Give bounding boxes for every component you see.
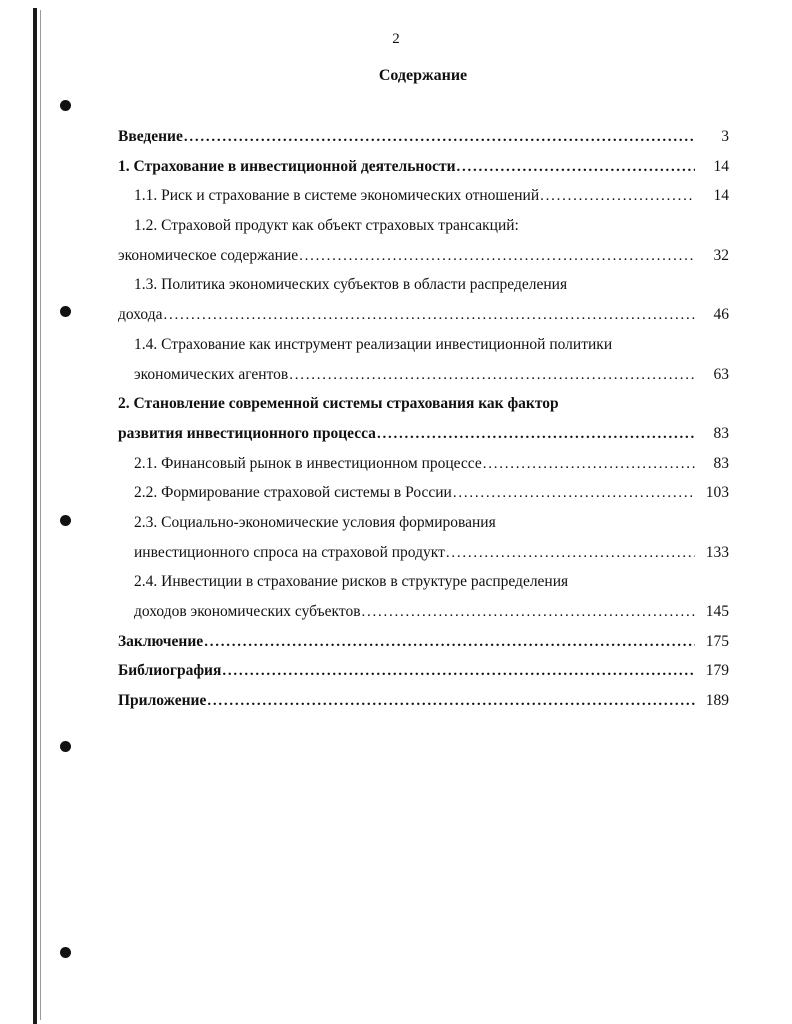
- toc-entry-text: 2.4. Инвестиции в страхование рисков в структуре распределения: [134, 573, 569, 591]
- toc-entry-chapter-2[interactable]: [118, 389, 729, 419]
- dot-leader: [453, 479, 695, 509]
- toc-entry-text: экономических агентов: [134, 365, 289, 383]
- toc-entry-appendix[interactable]: [118, 686, 729, 716]
- dot-leader: [163, 301, 695, 331]
- toc-entry-section-1-2[interactable]: [118, 211, 729, 241]
- toc-entry-text: 1.3. Политика экономических субъектов в области распределения: [134, 276, 568, 294]
- toc-page-number: 32: [713, 246, 729, 264]
- toc-page-number: 3: [721, 128, 729, 145]
- toc-entry-text: 2. Становление современной системы страхования как фактор: [118, 395, 559, 413]
- toc-entry-conclusion[interactable]: [118, 627, 729, 657]
- toc-entry-text: экономическое содержание: [118, 246, 299, 264]
- toc-page-number: 14: [713, 187, 729, 205]
- toc-entry-text: 1.1. Риск и страхование в системе экономических отношений: [134, 187, 540, 205]
- toc-page-number: 46: [713, 306, 729, 324]
- toc-entry-text: доходов экономических субъектов: [134, 603, 361, 620]
- toc-page-number: 179: [705, 662, 729, 680]
- toc-page-number: 133: [705, 543, 729, 561]
- toc-entry-section-1-4-continued[interactable]: [118, 360, 729, 390]
- binding-edge-line: [33, 8, 37, 1024]
- toc-entry-chapter-2-continued[interactable]: [118, 419, 729, 449]
- toc-entry-text: 1. Страхование в инвестиционной деятельности: [118, 157, 456, 175]
- dot-leader: [446, 539, 695, 569]
- dot-leader: [184, 123, 695, 153]
- toc-entry-section-1-4[interactable]: [118, 330, 729, 360]
- punch-hole-icon: [60, 515, 71, 526]
- dot-leader: [457, 153, 695, 183]
- toc-page-number: 189: [705, 692, 729, 710]
- punch-hole-icon: [60, 947, 71, 958]
- toc-entry-introduction[interactable]: [118, 122, 729, 152]
- toc-page-number: 83: [713, 424, 729, 442]
- toc-entry-section-1-3[interactable]: [118, 270, 729, 300]
- punch-hole-icon: [60, 741, 71, 752]
- dot-leader: [362, 598, 695, 628]
- toc-page-number: 63: [713, 365, 729, 383]
- toc-entry-section-1-1[interactable]: [118, 181, 729, 211]
- toc-entry-section-2-3-continued[interactable]: [118, 538, 729, 568]
- toc-page-number: 83: [713, 454, 729, 472]
- toc-page-number: 175: [705, 632, 729, 650]
- toc-entry-section-2-4-continued[interactable]: [118, 597, 729, 627]
- toc-entry-section-1-3-continued[interactable]: [118, 300, 729, 330]
- toc-page-number: 14: [713, 157, 729, 175]
- toc-entry-text: 1.2. Страховой продукт как объект страховых трансакций:: [134, 217, 519, 235]
- toc-entry-text: 2.2. Формирование страховой системы в России: [134, 484, 452, 502]
- toc-entry-section-2-1[interactable]: [118, 449, 729, 479]
- toc-entry-text: инвестиционного спроса на страховой продукт: [134, 543, 445, 561]
- toc-entry-section-2-4[interactable]: [118, 567, 729, 597]
- toc-entry-text: 1.4. Страхование как инструмент реализации инвестиционной политики: [134, 335, 613, 353]
- toc-entry-text: 2.1. Финансовый рынок в инвестиционном процессе: [134, 454, 482, 472]
- toc-entry-text: Приложение: [118, 692, 207, 710]
- toc-entry-section-1-2-continued[interactable]: [118, 241, 729, 271]
- punch-hole-icon: [60, 306, 71, 317]
- toc-entry-chapter-1[interactable]: [118, 152, 729, 182]
- punch-hole-icon: [60, 100, 71, 111]
- page-number: 2: [392, 31, 400, 47]
- toc-entry-text: дохода: [118, 306, 163, 324]
- toc-entry-text: 2.3. Социально-экономические условия формирования: [134, 513, 496, 531]
- toc-page-number: 103: [705, 484, 729, 502]
- dot-leader: [540, 182, 695, 212]
- dot-leader: [483, 450, 695, 480]
- dot-leader: [204, 628, 695, 658]
- binding-edge-faint-line: [40, 10, 41, 1020]
- toc-entry-text: Библиография: [118, 662, 222, 680]
- toc-entry-section-2-2[interactable]: [118, 478, 729, 508]
- toc-page-number: 145: [705, 603, 729, 620]
- dot-leader: [299, 242, 695, 272]
- table-of-contents: [118, 122, 729, 716]
- dot-leader: [289, 361, 695, 391]
- toc-entry-bibliography[interactable]: [118, 656, 729, 686]
- toc-entry-text: Заключение: [118, 632, 204, 650]
- toc-entry-text: развития инвестиционного процесса: [118, 424, 376, 442]
- dot-leader: [222, 657, 695, 687]
- toc-entry-text: Введение: [118, 128, 183, 145]
- page-title: Содержание: [378, 67, 468, 84]
- toc-entry-section-2-3[interactable]: [118, 508, 729, 538]
- dot-leader: [377, 420, 695, 450]
- dot-leader: [207, 687, 695, 717]
